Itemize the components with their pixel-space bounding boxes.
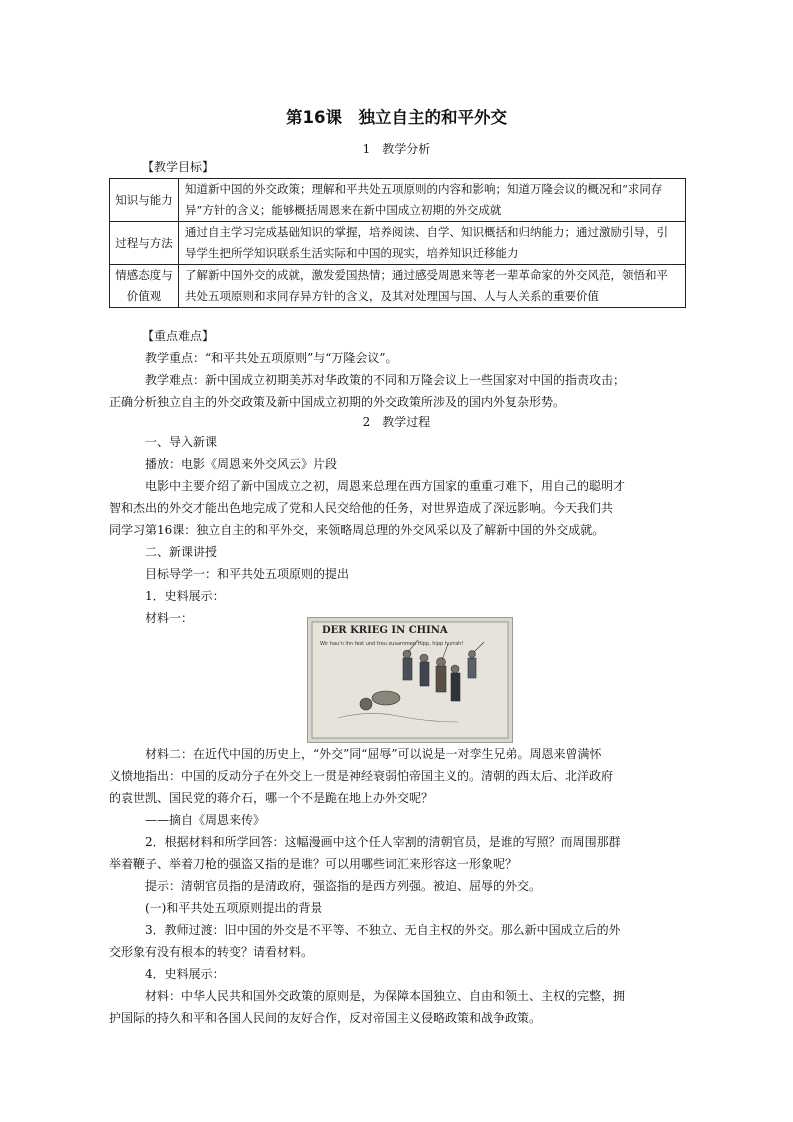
intro-heading: 一、导入新课 bbox=[145, 435, 218, 449]
objective-text: 通过自主学习完成基础知识的掌握，培养阅读、自学、知识概括和归纳能力；通过激励引导，引导学生把所学知识联系生活实际和中国的现实，培养知识迁移能力 bbox=[179, 222, 686, 265]
objectives-table bbox=[109, 178, 686, 308]
cartoon-speech-text: Wir hau'n ihn fest und treu zusammen Hipp, hipp hurrah! bbox=[320, 641, 464, 647]
play-line: 播放：电影《周恩来外交风云》片段 bbox=[145, 457, 338, 471]
new-lesson-heading: 二、新课讲授 bbox=[145, 545, 218, 559]
item-4: 4．史料展示： bbox=[145, 967, 225, 981]
table-row bbox=[110, 179, 686, 222]
item-1: 1．史料展示： bbox=[145, 589, 225, 603]
difficulty-line-1: 教学难点：新中国成立初期美苏对华政策的不同和万隆会议上一些国家对中国的指责攻击； bbox=[145, 373, 626, 387]
cartoon-image bbox=[307, 617, 513, 743]
material-3-line-1: 材料：中华人民共和国外交政策的原则是，为保障本国独立、自由和领土、主权的完整，拥 bbox=[145, 989, 626, 1003]
question-2-line-1: 2．根据材料和所学回答：这幅漫画中这个任人宰割的清朝官员，是谁的写照？而周围那群 bbox=[145, 835, 621, 849]
question-2-line-2: 举着鞭子、举着刀枪的强盗又指的是谁？可以用哪些词汇来形容这一形象呢？ bbox=[109, 857, 518, 871]
sub-heading-background: (一)和平共处五项原则提出的背景 bbox=[145, 901, 323, 915]
objective-key: 情感态度与价值观 bbox=[110, 265, 179, 308]
question-3-line-2: 交形象有没有根本的转变？请看材料。 bbox=[109, 945, 314, 959]
material-2-line-1: 材料二：在近代中国的历史上，“外交”同“屈辱”可以说是一对孪生兄弟。周恩来曾满怀 bbox=[145, 747, 602, 761]
material-1: 材料一： bbox=[145, 611, 194, 625]
material-2-line-3: 的袁世凯、国民党的蒋介石，哪一个不是跪在地上办外交呢？ bbox=[109, 791, 434, 805]
objective-text: 知道新中国的外交政策；理解和平共处五项原则的内容和影响；知道万隆会议的概况和“求同存异”方针的含义；能够概括周恩来在新中国成立初期的外交成就 bbox=[179, 179, 686, 222]
hint-line: 提示：清朝官员指的是清政府，强盗指的是西方列强。被迫、屈辱的外交。 bbox=[145, 879, 542, 893]
objective-text: 了解新中国外交的成就，激发爱国热情；通过感受周恩来等老一辈革命家的外交风范，领悟和平共处五项原则和求同存异方针的含义，及其对处理国与国、人与人关系的重要价值 bbox=[179, 265, 686, 308]
intro-line-2: 智和杰出的外交才能出色地完成了党和人民交给他的任务，对世界造成了深远影响。今天我们共 bbox=[109, 501, 614, 515]
cartoon-caption: DER KRIEG IN CHINA bbox=[322, 625, 448, 636]
lesson-title: 第16课 独立自主的和平外交 bbox=[286, 108, 507, 127]
material-2-line-2: 义愤地指出：中国的反动分子在外交上一贯是神经衰弱怕帝国主义的。清朝的西太后、北洋政府 bbox=[109, 769, 614, 783]
objectives-heading: 【教学目标】 bbox=[142, 160, 215, 174]
intro-line-1: 电影中主要介绍了新中国成立之初，周恩来总理在西方国家的重重刁难下，用自己的聪明才 bbox=[145, 479, 626, 493]
section-teaching-analysis: 1 教学分析 bbox=[362, 142, 431, 156]
section-teaching-process: 2 教学过程 bbox=[362, 415, 431, 429]
question-3-line-1: 3．教师过渡：旧中国的外交是不平等、不独立、无自主权的外交。那么新中国成立后的外 bbox=[145, 923, 621, 937]
key-point: 教学重点：“和平共处五项原则”与“万隆会议”。 bbox=[145, 351, 398, 365]
objective-key: 过程与方法 bbox=[110, 222, 179, 265]
difficulty-line-2: 正确分析独立自主的外交政策及新中国成立初期的外交政策所涉及的国内外复杂形势。 bbox=[109, 395, 566, 409]
source-citation: ——摘自《周恩来传》 bbox=[145, 813, 266, 827]
table-row bbox=[110, 265, 686, 308]
intro-line-3: 同学习第16课：独立自主的和平外交，来领略周总理的外交风采以及了解新中国的外交成就。 bbox=[109, 523, 605, 537]
goal-1: 目标导学一：和平共处五项原则的提出 bbox=[145, 567, 350, 581]
material-3-line-2: 护国际的持久和平和各国人民间的友好合作，反对帝国主义侵略政策和战争政策。 bbox=[109, 1011, 542, 1025]
table-row bbox=[110, 222, 686, 265]
key-points-heading: 【重点难点】 bbox=[142, 329, 215, 343]
objective-key: 知识与能力 bbox=[110, 179, 179, 222]
